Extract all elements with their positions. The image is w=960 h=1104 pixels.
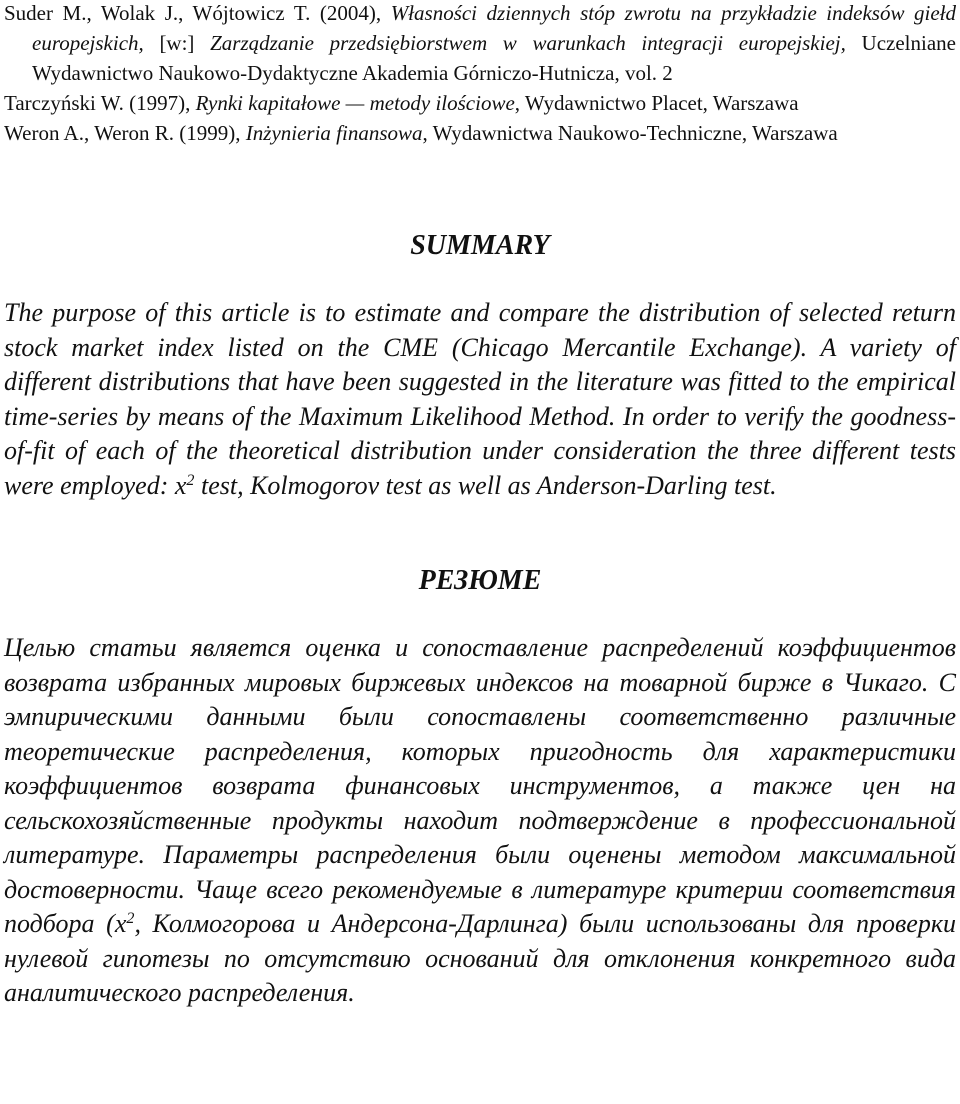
resume-superscript: 2 bbox=[126, 910, 135, 928]
resume-heading: РЕЗЮМЕ bbox=[418, 565, 542, 596]
summary-text bbox=[4, 296, 956, 503]
summary-superscript: 2 bbox=[186, 471, 195, 489]
resume-text-part: Целью статьи является оценка и сопоставление распределений коэффициентов возврата избранных мировых биржевых индексов на товарной бирже в Чикаго. С эмпирическими данными были сопоставлены соответственно различные теоретические распределения, которых пригодность для характеристики коэффициентов возврата финансовых инструментов, а также цен на сельскохозяйственные продукты находит подтверждение в профессиональной литературе. Параметры распределения были оценены методом максимальной достоверности. Чаще всего рекомендуемые в литературе критерии соответствия подбора (х bbox=[4, 633, 956, 938]
reference-title: Inżynieria finansowa bbox=[245, 121, 423, 145]
reference-source: Zarządzanie przedsiębiorstwem w warunkach integracji europejskiej, bbox=[210, 31, 862, 55]
reference-note: [w:] bbox=[159, 31, 211, 55]
reference-publisher: , Wydawnictwo Placet, Warszawa bbox=[514, 91, 799, 115]
reference-item bbox=[4, 118, 956, 148]
summary-text-part: The purpose of this article is to estimate and compare the distribution of selected return stock market index listed on the CME (Chicago Mercantile Exchange). A variety of different distributions that have been suggested in the literature was fitted to the empirical time-series by means of the Maximum Likelihood Method. In order to verify the goodness-of-fit of each of the theoretical distribution under consideration the three different tests were employed: x bbox=[4, 298, 956, 500]
resume-text bbox=[4, 631, 956, 1011]
reference-item bbox=[4, 88, 956, 118]
reference-title: Rynki kapitałowe — metody ilościowe bbox=[195, 91, 515, 115]
summary-text-part: test, Kolmogorov test as well as Anderson-Darling test. bbox=[194, 470, 777, 500]
reference-authors: Weron A., Weron R. (1999), bbox=[4, 121, 246, 145]
reference-authors: Tarczyński W. (1997), bbox=[4, 91, 196, 115]
reference-authors: Suder M., Wolak J., Wójtowicz T. (2004), bbox=[4, 1, 391, 25]
resume-text-part: , Колмогорова и Андерсона-Дарлинга) были использованы для проверки нулевой гипотезы по отсутствию оснований для отклонения конкретного вида аналитического распределения. bbox=[4, 909, 956, 1007]
reference-list bbox=[4, 0, 956, 148]
reference-title: Własności dziennych stóp zwrotu na przykładzie indeksów giełd europejskich, bbox=[32, 1, 956, 55]
reference-item bbox=[4, 0, 956, 88]
summary-heading: SUMMARY bbox=[410, 230, 550, 261]
reference-publisher: , Wydawnictwa Naukowo-Techniczne, Warszawa bbox=[422, 121, 838, 145]
reference-publisher: Uczelniane Wydawnictwo Naukowo-Dydaktyczne Akademia Górniczo-Hutnicza, vol. 2 bbox=[32, 31, 956, 85]
